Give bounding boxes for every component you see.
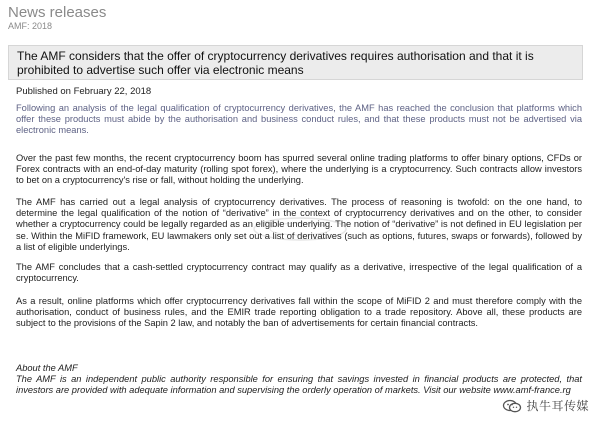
body-paragraph-4: As a result, online platforms which offer cryptocurrency derivatives fall within the scope of MiFID 2 and must therefore comply with the authorisation, conduct of business rules, and the EMIR trade reporting obligation to a trade repository. Above all, these products are subject to the provisions of the Sapin 2 law, and notably the ban of advertisements for certain financial contracts.	[16, 296, 582, 329]
about-title: About the AMF	[16, 363, 78, 373]
section-subtitle: AMF: 2018	[8, 21, 53, 31]
faint-watermark-icon	[250, 214, 350, 244]
body-paragraph-2: The AMF has carried out a legal analysis of cryptocurrency derivatives. The process of reasoning is twofold: on the one hand, to determine the legal qualification of the notion of “derivative” in the context of cryptocurrency derivatives and on the other, to consider whether a cryptocurrency could be legally regarded as an eligible underlying. The notion of “derivative” is not defined in EU legislation per se. Within the MiFID framework, EU lawmakers only set out a list of derivatives (such as options, futures, swaps or forwards), followed by a list of eligible underlyings.	[16, 197, 582, 252]
published-date: Published on February 22, 2018	[16, 86, 152, 97]
body-paragraph-3: The AMF concludes that a cash-settled cryptocurrency contract may qualify as a derivative, irrespective of the legal qualification of a cryptocurrency.	[16, 262, 582, 284]
section-title: News releases	[8, 4, 107, 21]
about-section	[16, 363, 582, 397]
lead-paragraph: Following an analysis of the legal qualification of cryptocurrency derivatives, the AMF has reached the conclusion that platforms which offer these products must abide by the authorisation and business conduct rules, and that these products must not be advertised via electronic means.	[16, 103, 582, 136]
logo-watermark	[499, 396, 592, 415]
release-title: The AMF considers that the offer of cryptocurrency derivatives requires authorisation and that it is prohibited to advertise such offer via electronic means	[8, 45, 583, 80]
body-paragraph-1: Over the past few months, the recent cryptocurrency boom has spurred several online trading platforms to offer binary options, CFDs or Forex contracts with an end-of-day maturity (rolling spot forex), where the underlying is a cryptocurrency. Such contracts allow investors to bet on a cryptocurrency's rise or fall, without holding the underlying.	[16, 153, 582, 186]
about-text: The AMF is an independent public authority responsible for ensuring that savings invested in financial products are protected, that investors are provided with adequate information and supervising the orderly operation of markets. Visit our website www.amf-france.rg	[16, 374, 582, 396]
section-header	[8, 5, 106, 32]
wechat-logo-icon	[502, 399, 522, 413]
logo-text: 执牛耳传媒	[526, 399, 589, 413]
